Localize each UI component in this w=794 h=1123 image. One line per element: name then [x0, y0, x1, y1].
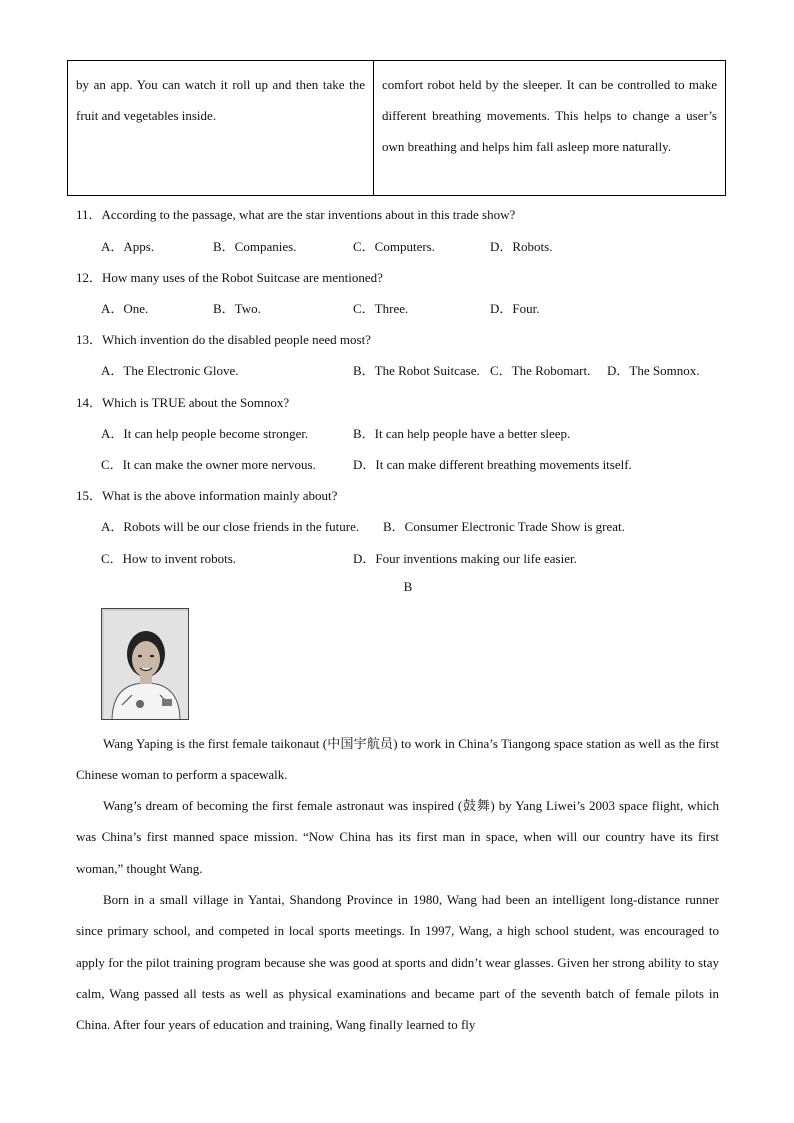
q15-option-a: A．Robots will be our close friends in the future.	[101, 519, 360, 534]
table-cell-robomart: by an app. You can watch it roll up and then take the fruit and vegetables inside.	[68, 61, 374, 195]
q14-option-c: C．It can make the owner more nervous.	[101, 457, 316, 472]
q12-option-d: D．Four.	[490, 301, 540, 316]
q11-option-a: A．Apps.	[101, 239, 155, 254]
q15-option-c: C．How to invent robots.	[101, 551, 237, 566]
q13-option-d: D．The Somnox.	[607, 363, 700, 378]
question-11: 11．According to the passage, what are the star inventions about in this trade show?	[76, 207, 516, 222]
q11-option-c: C．Computers.	[353, 239, 435, 254]
q15-option-d: D．Four inventions making our life easier.	[353, 551, 577, 566]
q11-option-d: D．Robots.	[490, 239, 553, 254]
q15-option-b: B．Consumer Electronic Trade Show is great.	[383, 519, 625, 534]
q11-option-b: B．Companies.	[213, 239, 297, 254]
q12-option-c: C．Three.	[353, 301, 409, 316]
question-15: 15．What is the above information mainly about?	[76, 488, 338, 503]
question-12: 12．How many uses of the Robot Suitcase are mentioned?	[76, 270, 383, 285]
paragraph-1: Wang Yaping is the first female taikonaut (中国宇航员) to work in China’s Tiangong space station as well as the first Chinese woman to perform a spacewalk.	[76, 736, 719, 783]
q14-option-a: A．It can help people become stronger.	[101, 426, 309, 441]
q13-option-c: C．The Robomart.	[490, 363, 591, 378]
q14-option-d: D．It can make different breathing movements itself.	[353, 457, 632, 472]
q14-option-b: B．It can help people have a better sleep.	[353, 426, 571, 441]
question-14: 14．Which is TRUE about the Somnox?	[76, 395, 290, 410]
paragraph-3: Born in a small village in Yantai, Shandong Province in 1980, Wang had been an intelligent long-distance runner since primary school, and competed in local sports meetings. In 1997, Wang, a high school student, was encouraged to apply for the pilot training program because she was good at sports and didn’t wear glasses. Given her strong ability to stay calm, Wang passed all tests as well as physical examinations and became part of the seventh batch of female pilots in China. After four years of education and training, Wang finally learned to fly	[76, 892, 719, 1033]
paragraph-2: Wang’s dream of becoming the first female astronaut was inspired (鼓舞) by Yang Liwei’s 2003 space flight, which was China’s first manned space mission. “Now China has its first man in space, when will our country have its first woman,” thought Wang.	[76, 798, 719, 876]
section-label: B	[403, 579, 413, 594]
q13-option-a: A．The Electronic Glove.	[101, 363, 239, 378]
q12-option-b: B．Two.	[213, 301, 261, 316]
q13-option-b: B．The Robot Suitcase.	[353, 363, 480, 378]
q12-option-a: A．One.	[101, 301, 149, 316]
table-cell-somnox: comfort robot held by the sleeper. It can be controlled to make different breathing movements. This helps to change a user’s own breathing and helps him fall asleep more naturally.	[382, 77, 717, 154]
question-13: 13．Which invention do the disabled people need most?	[76, 332, 371, 347]
astronaut-photo	[101, 608, 189, 720]
inventions-table	[67, 60, 726, 196]
